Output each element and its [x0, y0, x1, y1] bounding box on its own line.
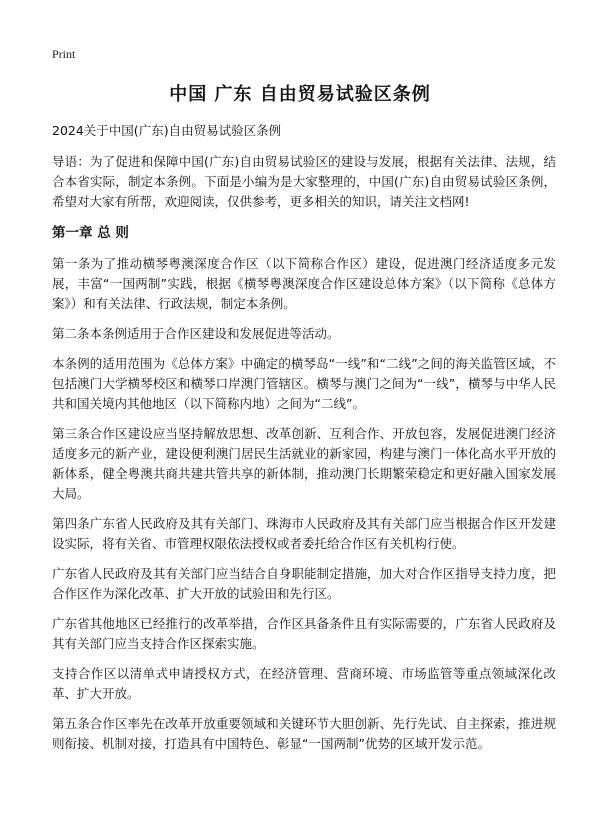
article-paragraph: 第二条本条例适用于合作区建设和发展促进等活动。	[52, 326, 340, 341]
article-paragraph: 本条例的适用范围为《总体方案》中确定的横琴岛“一线”和“二线”之间的海关监管区域，不包括澳门大学横琴校区和横琴口岸澳门管辖区。横琴与澳门之间为“一线”，横琴与中华人民共和国关境内其他地区（以下简称内地）之间为“二线”。	[52, 356, 556, 411]
article-paragraph: 第四条广东省人民政府及其有关部门、珠海市人民政府及其有关部门应当根据合作区开发建设实际，将有关省、市管理权限依法授权或者委托给合作区有关机构行使。	[52, 516, 556, 551]
article-paragraph: 支持合作区以清单式申请授权方式，在经济管理、营商环境、市场监管等重点领域深化改革、扩大开放。	[52, 666, 556, 701]
article-paragraph: 第五条合作区率先在改革开放重要领域和关键环节大胆创新、先行先试、自主探索，推进规则衔接、机制对接，打造具有中国特色、彰显“一国两制”优势的区域开发示范。	[52, 716, 556, 751]
document-subtitle: 2024关于中国(广东)自由贸易试验区条例	[52, 123, 282, 138]
article-paragraph: 广东省人民政府及其有关部门应当结合自身职能制定措施，加大对合作区指导支持力度，把合作区作为深化改革、扩大开放的试验田和先行区。	[52, 566, 556, 601]
article-paragraph: 第一条为了推动横琴粤澳深度合作区（以下简称合作区）建设，促进澳门经济适度多元发展，丰富“一国两制”实践，根据《横琴粤澳深度合作区建设总体方案》（以下简称《总体方案》）和有关法律、行政法规，制定本条例。	[52, 256, 556, 311]
chapter-heading: 第一章 总 则	[52, 225, 129, 241]
intro-paragraph: 导语：为了促进和保障中国(广东)自由贸易试验区的建设与发展，根据有关法律、法规，结合本省实际，制定本条例。下面是小编为是大家整理的，中国(广东)自由贸易试验区条例，希望对大家有所帮，欢迎阅读，仅供参考，更多相关的知识，请关注文档网!	[52, 154, 556, 209]
document-title: 中国 广东 自由贸易试验区条例	[169, 84, 431, 105]
article-paragraph: 第三条合作区建设应当坚持解放思想、改革创新、互利合作、开放包容，发展促进澳门经济适度多元的新产业，建设便利澳门居民生活就业的新家园，构建与澳门一体化高水平开放的新体系，健全粤澳共商共建共管共享的新体制，推动澳门长期繁荣稳定和更好融入国家发展大局。	[52, 426, 556, 501]
document-body	[52, 121, 556, 764]
print-link[interactable]: Print	[52, 47, 76, 61]
article-paragraph: 广东省其他地区已经推行的改革举措，合作区具备条件且有实际需要的，广东省人民政府及其有关部门应当支持合作区探索实施。	[52, 616, 556, 651]
